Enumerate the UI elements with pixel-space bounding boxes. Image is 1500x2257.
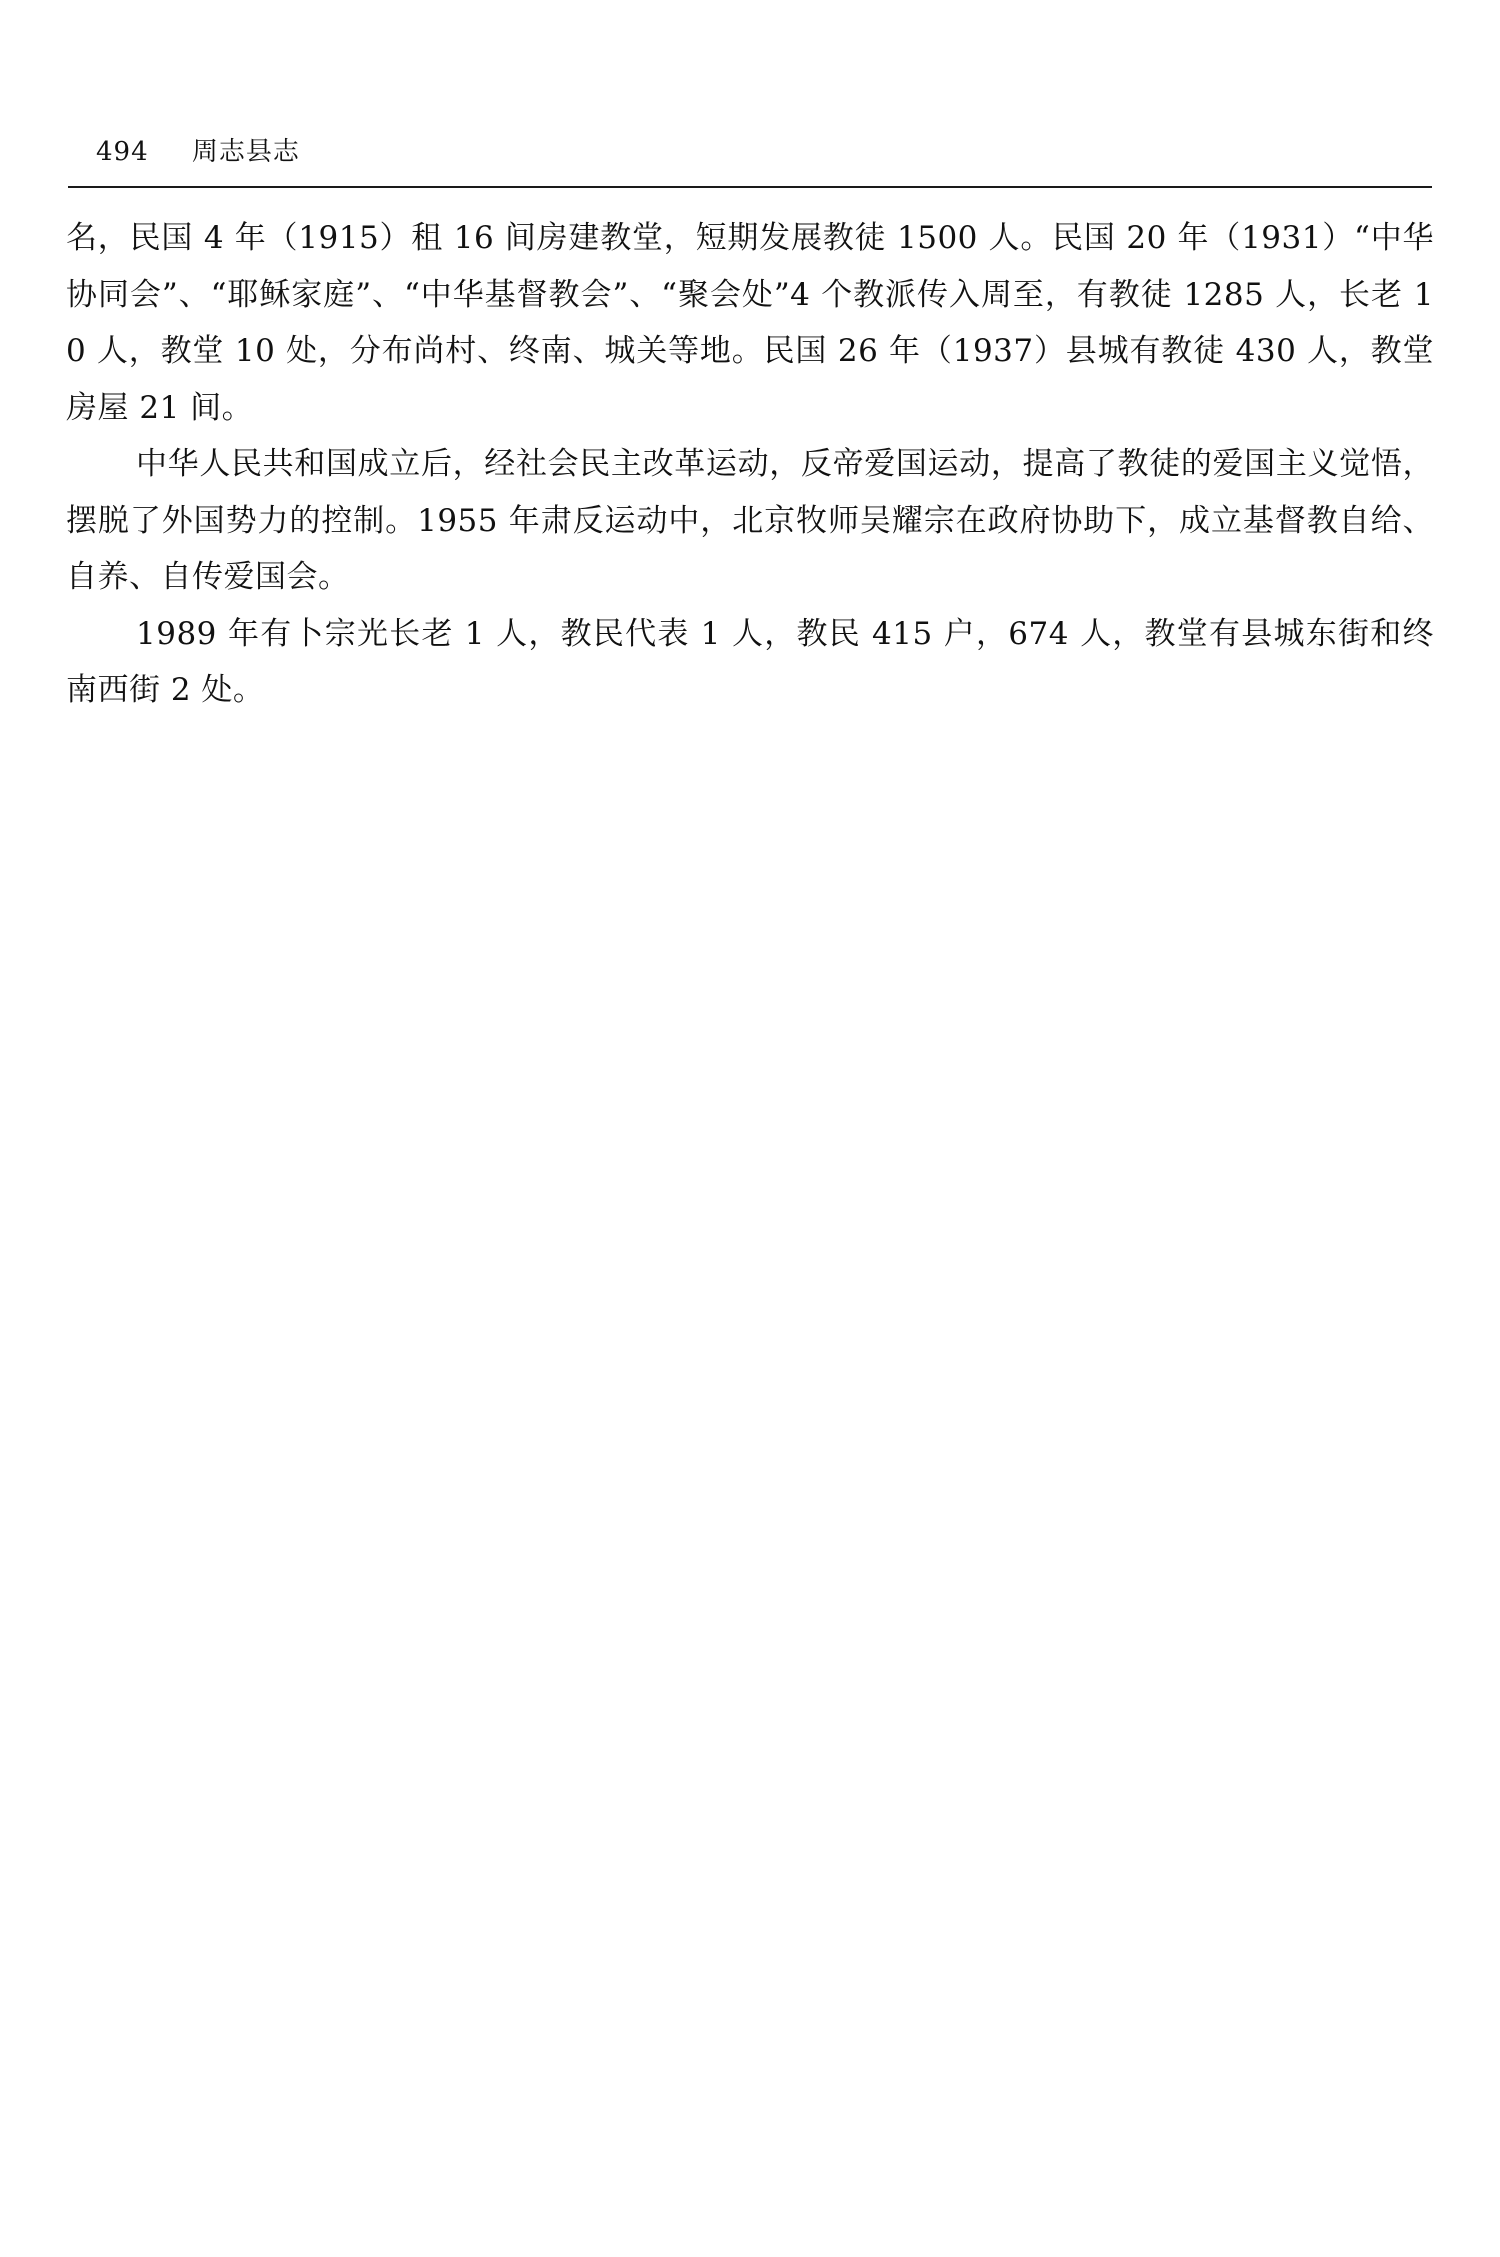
header-rule [68, 186, 1432, 188]
paragraph-continuation: 名，民国 4 年（1915）租 16 间房建教堂，短期发展教徒 1500 人。民国 20 年（1931）“中华协同会”、“耶稣家庭”、“中华基督教会”、“聚会处”4 个教派传入周至，有教徒 1285 人，长老 10 人，教堂 10 处，分布尚村、终南、城关等地。民国 26 年（1937）县城有教徒 430 人，教堂房屋 21 间。 [66, 220, 1434, 426]
page-number: 494 [96, 137, 149, 167]
paragraph-after-founding: 中华人民共和国成立后，经社会民主改革运动，反帝爱国运动，提高了教徒的爱国主义觉悟，摆脱了外国势力的控制。1955 年肃反运动中，北京牧师吴耀宗在政府协助下，成立基督教自给、自养、自传爱国会。 [66, 446, 1434, 595]
paragraph-1989-statistics: 1989 年有卜宗光长老 1 人，教民代表 1 人，教民 415 户，674 人，教堂有县城东街和终南西街 2 处。 [66, 615, 1434, 708]
body-text [66, 210, 1434, 719]
running-title: 周志县志 [191, 137, 300, 167]
page-header [96, 132, 1426, 182]
